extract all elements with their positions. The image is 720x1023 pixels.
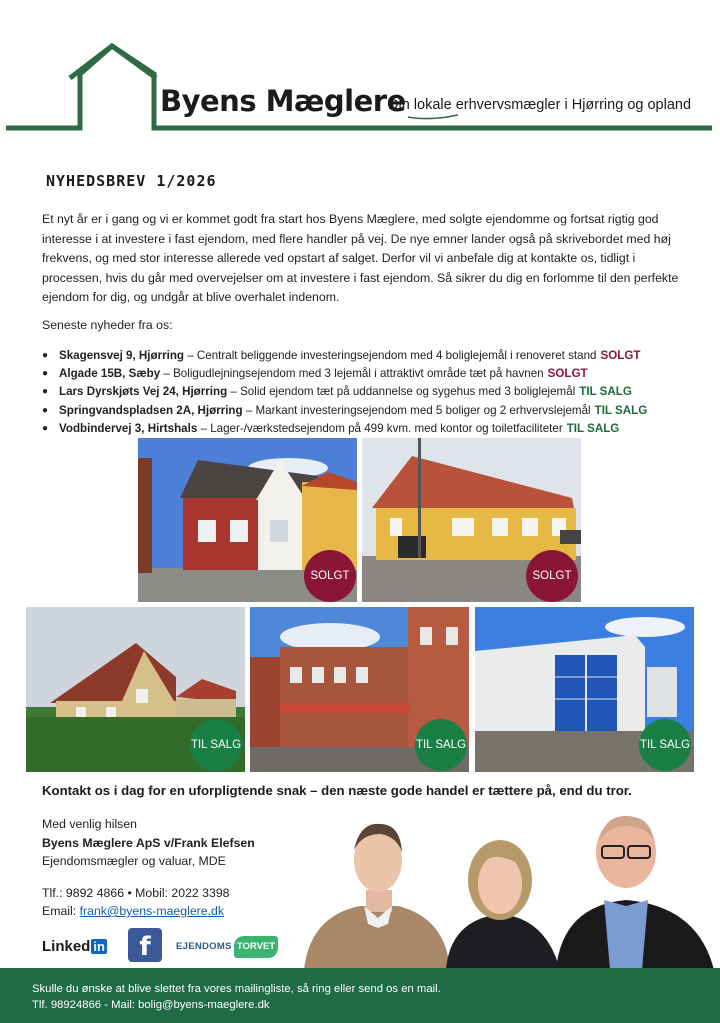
email-line: [42, 902, 255, 921]
news-address: Algade 15B, Sæby: [59, 367, 161, 381]
facebook-icon[interactable]: f: [128, 928, 162, 962]
news-item: ● Vodbindervej 3, Hirtshals – Lager-/værkstedsejendom på 499 kvm. med kontor og toiletfaciliteter TIL SALG: [42, 420, 702, 438]
intro-paragraph: Et nyt år er i gang og vi er kommet godt fra start hos Byens Mæglere, med solgte ejendomme og fortsat rigtig god interesse i at investere i fast ejendom, med flere handler på vej. De nye emner lander også på skrivebordet med høj frekvens, og med stor interesse allerede ved opstart af salget. Derfor vil vi anbefale dig at kontakte os, tidligt i processen, hvis du går med overvejelser om at investere i fast ejendom. Så sikrer du dig en forlomme til den perfekte ejendom for dig, og undgår at blive overhalet indenom.: [42, 212, 679, 305]
footer-contact: Tlf. 98924866 - Mail: bolig@byens-maeglere.dk: [32, 999, 270, 1011]
linkedin-icon[interactable]: Linked in: [42, 938, 105, 955]
bullet-icon: ●: [42, 404, 49, 416]
status-badge: TIL SALG: [639, 719, 691, 771]
news-description: Boligudlejningsejendom med 3 lejemål i attraktivt område tæt på havnen: [173, 367, 544, 381]
status-badge: SOLGT: [526, 550, 578, 602]
property-photo-algade: [362, 438, 581, 602]
status-badge: SOLGT: [304, 550, 356, 602]
news-address: Skagensvej 9, Hjørring: [59, 349, 185, 362]
bullet-icon: ●: [42, 422, 49, 434]
news-address: Lars Dyrskjøts Vej 24, Hjørring: [59, 385, 228, 399]
news-status: TIL SALG: [594, 403, 648, 417]
news-item: ● Lars Dyrskjøts Vej 24, Hjørring – Solid ejendom tæt på uddannelse og sygehus med 3 boliglejemål TIL SALG: [42, 383, 702, 401]
brand-name: Byens Mæglere: [160, 84, 406, 118]
news-status: SOLGT: [600, 349, 641, 362]
ejendomstorvet-logo[interactable]: EJENDOMS TORVET: [176, 936, 276, 958]
bullet-icon: ●: [42, 386, 49, 398]
company-name: Byens Mæglere ApS v/Frank Elefsen: [42, 835, 255, 850]
property-photo-springvandspladsen: [250, 607, 469, 772]
news-status: SOLGT: [547, 367, 588, 381]
news-item: ● Skagensvej 9, Hjørring – Centralt beliggende investeringsejendom med 4 boliglejemål i renoveret stand SOLGT: [42, 347, 702, 365]
greeting: Med venlig hilsen: [42, 817, 138, 831]
contact-block: [42, 815, 255, 921]
unsubscribe-text: Skulle du ønske at blive slettet fra vores mailingliste, så ring eller send os en mail.: [32, 983, 441, 995]
header: [0, 0, 720, 140]
staff-photo: [300, 810, 720, 970]
news-item: ● Springvandspladsen 2A, Hjørring – Markant investeringsejendom med 5 boliger og 2 erhvervslejemål TIL SALG: [42, 402, 702, 420]
news-address: Vodbindervej 3, Hirtshals: [59, 421, 198, 435]
footer: [0, 968, 720, 1023]
bullet-icon: ●: [42, 350, 49, 361]
news-address: Springvandspladsen 2A, Hjørring: [59, 403, 243, 417]
news-description: Markant investeringsejendom med 5 boliger og 2 erhvervslejemål: [255, 403, 591, 417]
news-item: ● Algade 15B, Sæby – Boligudlejningsejendom med 3 lejemål i attraktivt område tæt på havnen SOLGT: [42, 365, 702, 383]
news-description: Solid ejendom tæt på uddannelse og sygehus med 3 boliglejemål: [240, 385, 576, 399]
phone-numbers: Tlf.: 9892 4866 • Mobil: 2022 3398: [42, 885, 230, 900]
news-description: Centralt beliggende investeringsejendom med 4 boliglejemål i renoveret stand: [196, 349, 597, 362]
news-description: Lager-/værkstedsejendom på 499 kvm. med kontor og toiletfaciliteter: [210, 421, 563, 435]
property-photo-vodbindervej: [475, 607, 694, 772]
news-heading: Seneste nyheder fra os:: [42, 318, 173, 332]
call-to-action: Kontakt os i dag for en uforpligtende snak – den næste gode handel er tættere på, end du tror.: [42, 783, 632, 798]
news-status: TIL SALG: [566, 421, 620, 435]
news-list: [42, 347, 702, 438]
tagline: Din lokale erhvervsmægler i Hjørring og opland: [388, 97, 692, 113]
status-badge: TIL SALG: [190, 719, 242, 771]
status-badge: TIL SALG: [415, 719, 467, 771]
house-logo-icon: [0, 0, 720, 140]
property-photo-skagensvej: [138, 438, 357, 602]
property-photo-lars-dyrskjots: [26, 607, 245, 772]
bullet-icon: ●: [42, 368, 49, 380]
contact-title: Ejendomsmægler og valuar, MDE: [42, 854, 226, 868]
newsletter-title: NYHEDSBREV 1/2026: [46, 172, 217, 190]
email-label: Email:: [42, 904, 77, 918]
news-status: TIL SALG: [579, 385, 632, 399]
email-link[interactable]: frank@byens-maeglere.dk: [79, 904, 224, 918]
